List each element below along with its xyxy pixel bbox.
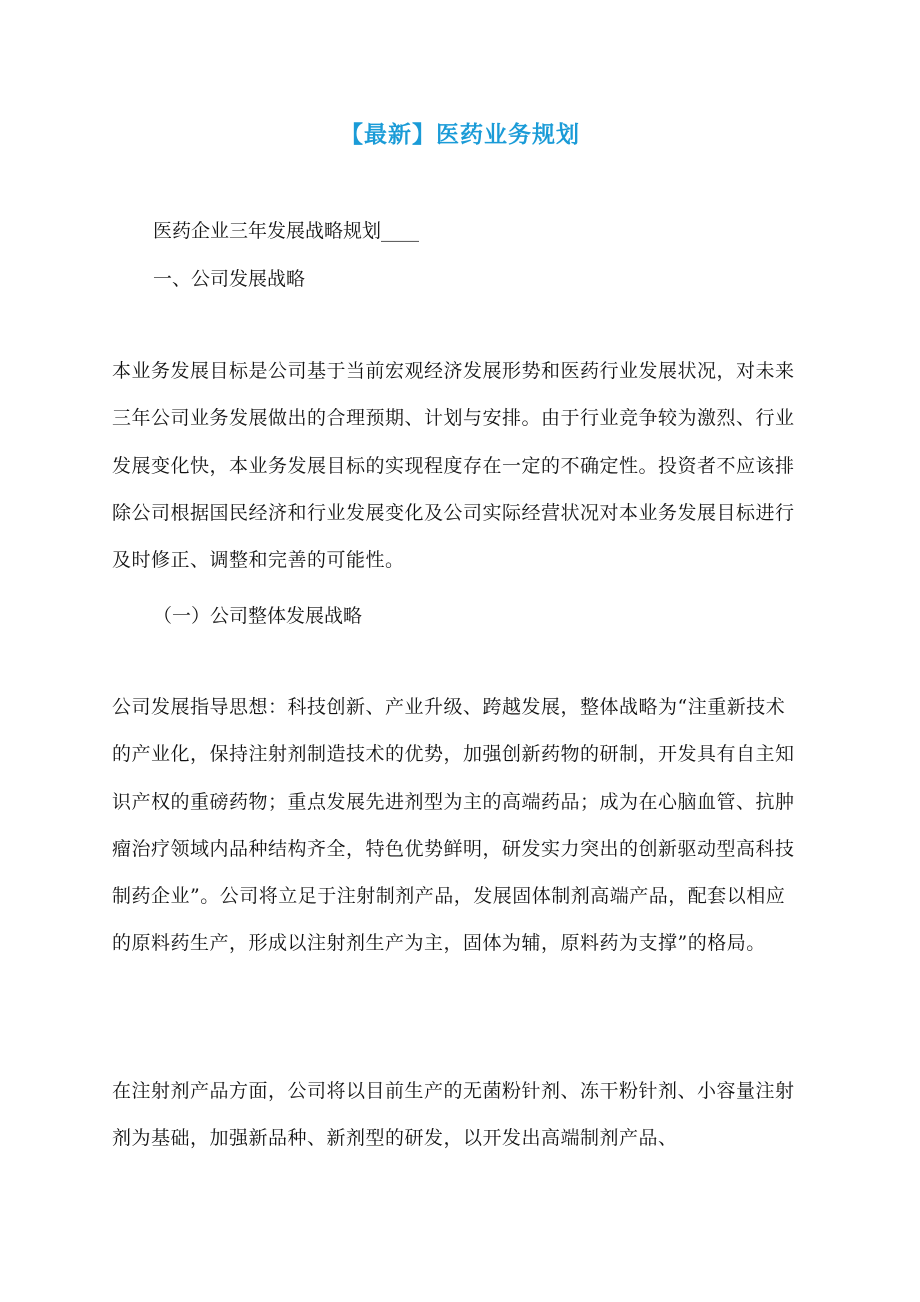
- paragraph-3: 在注射剂产品方面，公司将以目前生产的无菌粉针剂、冻干粉针剂、小容量注射剂为基础，加强新品种、新剂型的研发，以开发出高端制剂产品、: [112, 1080, 795, 1150]
- paragraph-2: 公司发展指导思想：科技创新、产业升级、跨越发展，整体战略为“注重新技术的产业化，保持注射剂制造技术的优势，加强创新药物的研制，开发具有自主知识产权的重磅药物；重点发展先进剂型为主的高端药品；成为在心脑血管、抗肿瘤治疗领域内品种结构齐全，特色优势鲜明，研发实力突出的创新驱动型高科技制药企业”。公司将立足于注射制剂产品，发展固体制剂高端产品，配套以相应的原料药生产，形成以注射剂生产为主，固体为辅，原料药为支撑”的格局。: [112, 696, 795, 955]
- paragraph-1: 本业务发展目标是公司基于当前宏观经济发展形势和医药行业发展状况，对未来三年公司业务发展做出的合理预期、计划与安排。由于行业竞争较为激烈、行业发展变化快，本业务发展目标的实现程度存在一定的不确定性。投资者不应该排除公司根据国民经济和行业发展变化及公司实际经营状况对本业务发展目标进行及时修正、调整和完善的可能性。: [112, 360, 795, 572]
- document-title: 【最新】医药业务规划: [340, 122, 580, 148]
- section-heading-1: 一、公司发展战略: [153, 268, 306, 290]
- document-subtitle: 医药企业三年发展战略规划____: [153, 220, 420, 242]
- subsection-heading-1: （一）公司整体发展战略: [153, 605, 363, 627]
